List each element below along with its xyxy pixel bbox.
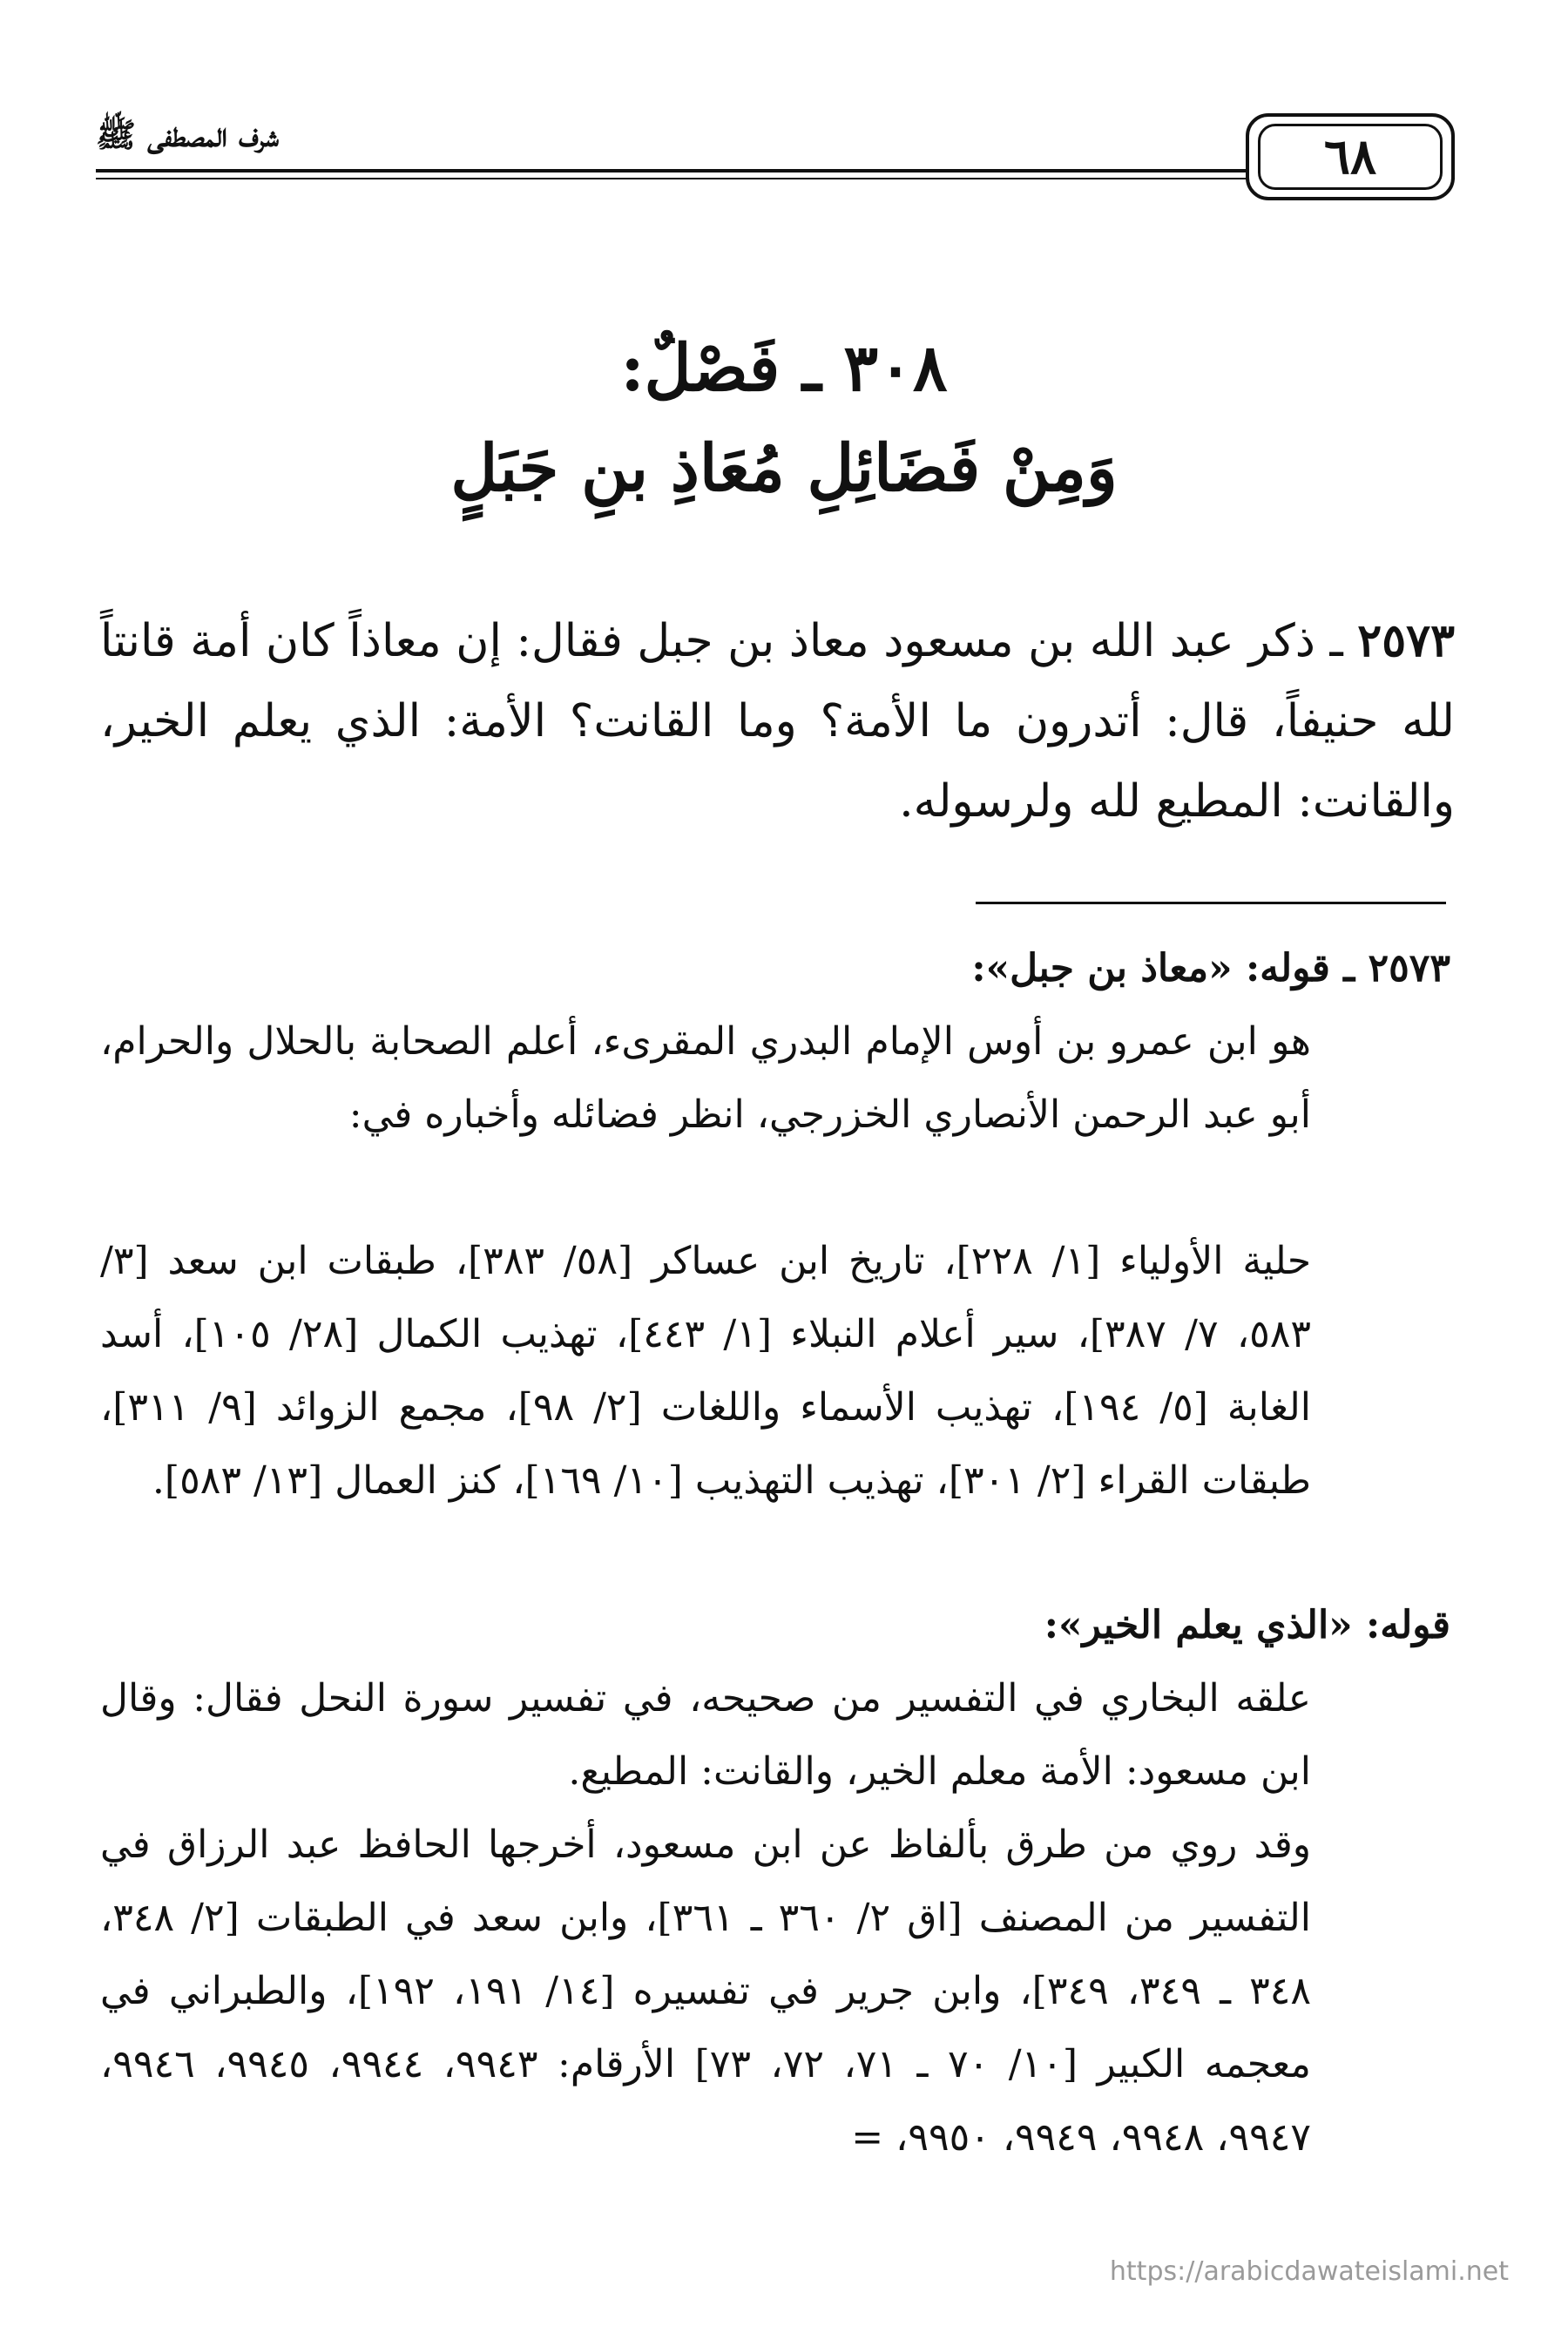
footnote-1-heading: ٢٥٧٣ ـ قوله: «معاذ بن جبل»:	[971, 946, 1450, 991]
watermark-url: https://arabicdawateislami.net	[1109, 2256, 1509, 2287]
hadith-body: ـ ذكر عبد الله بن مسعود معاذ بن جبل فقال: إن معاذاً كان أمة قانتاً لله حنيفاً، قال: أتدرون ما الأمة؟ وما القانت؟ الأمة: الذي يعلم الخير، والقانت: المطيع لله ولرسوله.	[100, 615, 1455, 828]
footnote-2-text: علقه البخاري في التفسير من صحيحه، في تفسير سورة النحل فقال: وقال ابن مسعود: الأمة معلم الخير، والقانت: المطيع.	[100, 1676, 1312, 1794]
footnote-2-sources: وقد روي من طرق بألفاظ عن ابن مسعود، أخرجها الحافظ عبد الرزاق في التفسير من المصنف [اق ٢/ ٣٦٠ ـ ٣٦١]، وابن سعد في الطبقات [٢/ ٣٤٨، ٣٤٨ ـ ٣٤٩، ٣٤٩]، وابن جرير في تفسيره [١٤/ ١٩١، ١٩٢]، والطبراني في معجمه الكبير [١٠/ ٧٠ ـ ٧١، ٧٢، ٧٣] الأرقام: ٩٩٤٣، ٩٩٤٤، ٩٩٤٥، ٩٩٤٦، ٩٩٤٧، ٩٩٤٨، ٩٩٤٩، ٩٩٥٠، =	[100, 1822, 1312, 2160]
section-number: ٣٠٨ ـ فَصْلٌ:	[620, 331, 948, 406]
page-header	[96, 113, 1455, 200]
hadith-number: ٢٥٧٣	[1357, 614, 1455, 667]
running-title: شرف المصطفى ﷺ	[96, 115, 279, 154]
footnote-1-sources: حلية الأولياء [١/ ٢٢٨]، تاريخ ابن عساكر [٥٨/ ٣٨٣]، طبقات ابن سعد [٣/ ٥٨٣، ٧/ ٣٨٧]، سير أعلام النبلاء [١/ ٤٤٣]، تهذيب الكمال [٢٨/ ١٠٥]، أسد الغابة [٥/ ١٩٤]، تهذيب الأسماء واللغات [٢/ ٩٨]، مجمع الزوائد [٩/ ٣١١]، طبقات القراء [٢/ ٣٠١]، تهذيب التهذيب [١٠/ ١٦٩]، كنز العمال [١٣/ ٥٨٣].	[100, 1239, 1312, 1503]
section-title: وَمِنْ فَضَائِلِ مُعَاذِ بنِ جَبَلٍ	[450, 431, 1118, 506]
footnote-1-bio: هو ابن عمرو بن أوس الإمام البدري المقرىء، أعلم الصحابة بالحلال والحرام، أبو عبد الرحمن الأنصاري الخزرجي، انظر فضائله وأخباره في:	[100, 1019, 1312, 1137]
page-number-frame	[1246, 113, 1455, 200]
footnote-separator	[976, 902, 1446, 904]
footnote-2-heading: قوله: «الذي يعلم الخير»:	[1044, 1603, 1450, 1647]
hadith-text	[100, 601, 1455, 842]
page-number: ٦٨	[1258, 124, 1443, 190]
